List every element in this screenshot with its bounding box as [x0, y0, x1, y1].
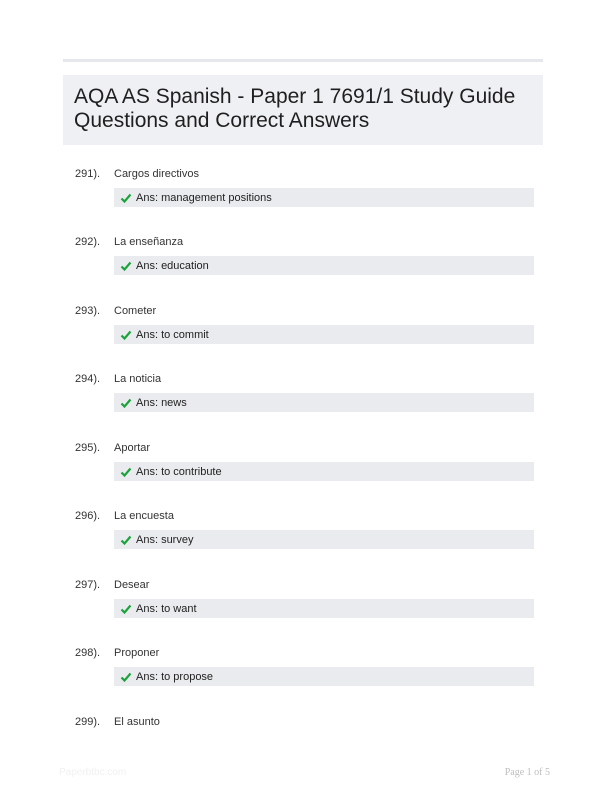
- question-item: [63, 305, 543, 365]
- question-number: 294).: [75, 373, 101, 385]
- question-text: Desear: [114, 579, 150, 591]
- answer-text: Ans: management positions: [136, 191, 272, 204]
- answer-text: Ans: to propose: [136, 670, 214, 683]
- question-item: [63, 647, 543, 707]
- question-text: Proponer: [114, 647, 160, 659]
- question-item: [63, 579, 543, 639]
- answer-box: [114, 256, 534, 275]
- question-item: [63, 442, 543, 502]
- question-item: [63, 168, 543, 228]
- question-item: [63, 716, 543, 776]
- question-text: Cometer: [114, 305, 157, 317]
- question-number: 296).: [75, 510, 101, 522]
- question-number: 299).: [75, 716, 101, 728]
- question-text: La noticia: [114, 373, 162, 385]
- checkmark-icon: [120, 534, 132, 546]
- question-text: El asunto: [114, 716, 160, 728]
- question-number: 291).: [75, 168, 101, 180]
- question-number: 298).: [75, 647, 101, 659]
- checkmark-icon: [120, 329, 132, 341]
- title-banner: [63, 75, 543, 145]
- question-number: 297).: [75, 579, 101, 591]
- checkmark-icon: [120, 192, 132, 204]
- answer-box: [114, 530, 534, 549]
- question-text: La encuesta: [114, 510, 174, 522]
- answer-text: Ans: news: [136, 396, 187, 409]
- answer-text: Ans: to contribute: [136, 465, 222, 478]
- question-text: Cargos directivos: [114, 168, 199, 180]
- checkmark-icon: [120, 397, 132, 409]
- answer-text: Ans: to want: [136, 602, 197, 615]
- page-indicator: Page 1 of 5: [504, 767, 550, 778]
- question-text: Aportar: [114, 442, 151, 454]
- checkmark-icon: [120, 466, 132, 478]
- answer-text: Ans: survey: [136, 533, 194, 546]
- answer-text: Ans: education: [136, 259, 209, 272]
- question-item: [63, 510, 543, 570]
- answer-box: [114, 325, 534, 344]
- answer-box: [114, 393, 534, 412]
- answer-box: [114, 667, 534, 686]
- answer-box: [114, 462, 534, 481]
- checkmark-icon: [120, 603, 132, 615]
- question-number: 292).: [75, 236, 101, 248]
- answer-box: [114, 599, 534, 618]
- checkmark-icon: [120, 260, 132, 272]
- checkmark-icon: [120, 671, 132, 683]
- answer-text: Ans: to commit: [136, 328, 209, 341]
- answer-box: [114, 188, 534, 207]
- question-number: 295).: [75, 442, 101, 454]
- top-divider: [63, 59, 543, 62]
- footer-watermark: Paperbtbc.com: [59, 767, 127, 778]
- question-text: La enseñanza: [114, 236, 184, 248]
- question-number: 293).: [75, 305, 101, 317]
- question-item: [63, 373, 543, 433]
- question-item: [63, 236, 543, 296]
- document-title: AQA AS Spanish - Paper 1 7691/1 Study Guide Questions and Correct Answers: [74, 85, 516, 132]
